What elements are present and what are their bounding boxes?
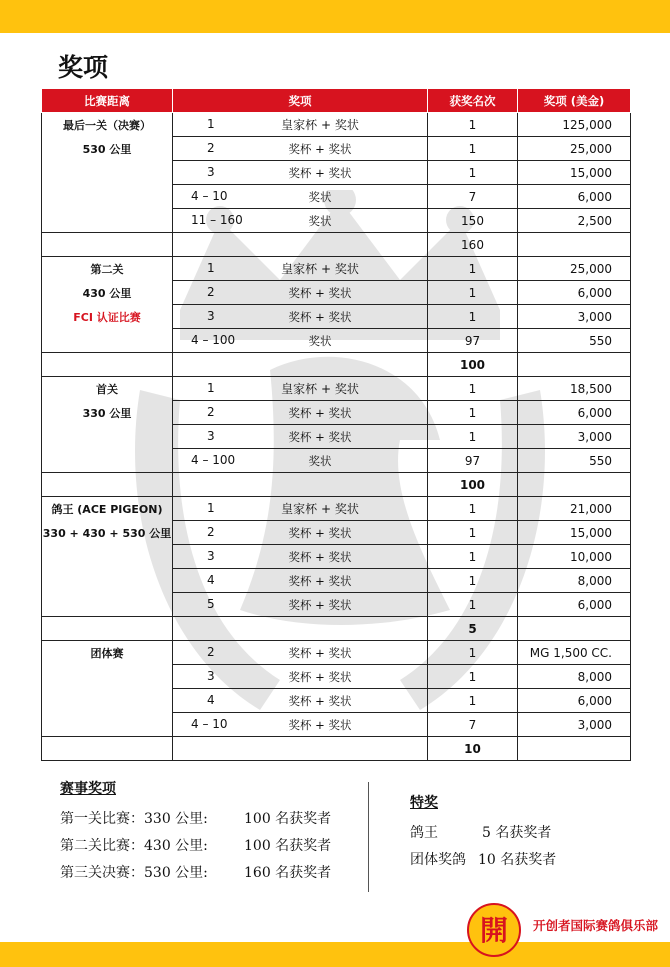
- winner-count-cell: 97: [428, 449, 518, 473]
- rank-label: 2: [207, 405, 215, 419]
- table-row: [42, 401, 631, 425]
- prize-name: 奖杯 + 奖状: [288, 717, 352, 732]
- prize-cell: [173, 185, 428, 209]
- distance-cell: 530 公里: [42, 137, 173, 161]
- club-logo-icon: [466, 902, 522, 958]
- event-awards-line: 第一关比赛：330 公里: 100 名获奖者: [60, 811, 332, 827]
- winner-count-cell: 7: [428, 713, 518, 737]
- distance-cell: 鸽王 (ACE PIGEON): [42, 497, 173, 521]
- prize-cell: [173, 137, 428, 161]
- prize-name: 皇家杯 + 奖状: [281, 382, 359, 396]
- club-logo-glyph: 開: [479, 914, 509, 947]
- page-title: 奖项: [58, 53, 109, 82]
- rank-label: 4 – 10: [191, 717, 228, 731]
- amount-cell: 15,000: [518, 161, 631, 185]
- rank-label: 4 – 10: [191, 189, 228, 203]
- table-row: [42, 233, 631, 257]
- distance-cell: 第二关: [42, 257, 173, 281]
- distance-cell: [42, 617, 173, 641]
- rank-label: 3: [207, 429, 215, 443]
- distance-cell: 首关: [42, 377, 173, 401]
- prize-cell: [173, 425, 428, 449]
- amount-cell: MG 1,500 CC.: [518, 641, 631, 665]
- table-row: [42, 569, 631, 593]
- prize-name: 奖杯 + 奖状: [288, 573, 352, 588]
- prize-name: 奖杯 + 奖状: [288, 669, 352, 684]
- prize-cell: [173, 305, 428, 329]
- prize-name: 奖状: [308, 453, 332, 468]
- winner-count-cell: 1: [428, 641, 518, 665]
- table-row: [42, 665, 631, 689]
- winner-count-cell: 1: [428, 593, 518, 617]
- rank-label: 1: [207, 381, 215, 395]
- distance-cell: [42, 161, 173, 185]
- event-awards-section: [60, 778, 331, 889]
- winner-count-cell: 1: [428, 569, 518, 593]
- prize-cell: [173, 257, 428, 281]
- distance-cell: 430 公里: [42, 281, 173, 305]
- total-count-cell: 10: [428, 737, 518, 761]
- table-row: [42, 689, 631, 713]
- prize-name: 皇家杯 + 奖状: [281, 502, 359, 516]
- rank-label: 2: [207, 525, 215, 539]
- prize-name: 奖杯 + 奖状: [288, 141, 352, 156]
- winner-count-cell: 1: [428, 377, 518, 401]
- rank-label: 2: [207, 645, 215, 659]
- table-row: [42, 113, 631, 137]
- prize-cell: [173, 233, 428, 257]
- amount-cell: 6,000: [518, 185, 631, 209]
- total-count-cell: 160: [428, 233, 518, 257]
- distance-cell: [42, 689, 173, 713]
- rank-label: 1: [207, 117, 215, 131]
- table-row: [42, 473, 631, 497]
- distance-cell: [42, 593, 173, 617]
- table-row: [42, 449, 631, 473]
- top-banner: [0, 0, 670, 33]
- amount-cell: [518, 737, 631, 761]
- amount-cell: 3,000: [518, 305, 631, 329]
- amount-cell: 2,500: [518, 209, 631, 233]
- prize-name: 皇家杯 + 奖状: [281, 118, 359, 132]
- prize-cell: [173, 641, 428, 665]
- rank-label: 2: [207, 285, 215, 299]
- prize-name: 奖杯 + 奖状: [288, 525, 352, 540]
- prize-cell: [173, 521, 428, 545]
- amount-cell: 6,000: [518, 689, 631, 713]
- prize-cell: [173, 401, 428, 425]
- prize-cell: [173, 497, 428, 521]
- amount-cell: 6,000: [518, 281, 631, 305]
- prize-cell: [173, 569, 428, 593]
- amount-cell: 8,000: [518, 569, 631, 593]
- table-row: [42, 305, 631, 329]
- prize-cell: [173, 713, 428, 737]
- distance-cell: 最后一关（决赛）: [42, 113, 173, 137]
- amount-cell: [518, 353, 631, 377]
- amount-cell: 6,000: [518, 401, 631, 425]
- table-row: [42, 377, 631, 401]
- rank-label: 1: [207, 501, 215, 515]
- total-count-cell: 100: [428, 353, 518, 377]
- table-row: [42, 737, 631, 761]
- distance-cell: [42, 737, 173, 761]
- prize-name: 奖杯 + 奖状: [288, 285, 352, 300]
- table-row: [42, 641, 631, 665]
- winner-count-cell: 1: [428, 497, 518, 521]
- winner-count-cell: 7: [428, 185, 518, 209]
- club-name: 开创者国际赛鸽俱乐部: [533, 918, 659, 933]
- winner-count-cell: 97: [428, 329, 518, 353]
- winner-count-cell: 1: [428, 521, 518, 545]
- prize-cell: [173, 737, 428, 761]
- rank-label: 4 – 100: [191, 333, 236, 347]
- winner-count-cell: 1: [428, 545, 518, 569]
- prize-name: 奖杯 + 奖状: [288, 645, 352, 660]
- prize-cell: [173, 281, 428, 305]
- table-row: [42, 713, 631, 737]
- prize-table-body: [42, 113, 631, 761]
- special-awards-section: [410, 792, 556, 876]
- amount-cell: 21,000: [518, 497, 631, 521]
- header-prize: 奖项: [173, 89, 428, 113]
- prize-cell: [173, 161, 428, 185]
- prize-name: 奖状: [308, 213, 332, 228]
- rank-label: 3: [207, 309, 215, 323]
- header-winner-count: 获奖名次: [428, 89, 518, 113]
- rank-label: 11 – 160: [191, 213, 243, 227]
- table-row: [42, 521, 631, 545]
- table-row: [42, 137, 631, 161]
- distance-cell: [42, 449, 173, 473]
- distance-cell: [42, 209, 173, 233]
- prize-cell: [173, 209, 428, 233]
- distance-cell: 330 + 430 + 530 公里: [42, 521, 173, 545]
- prize-name: 奖杯 + 奖状: [288, 165, 352, 180]
- distance-cell: [42, 473, 173, 497]
- distance-cell: [42, 545, 173, 569]
- amount-cell: 18,500: [518, 377, 631, 401]
- distance-cell: [42, 425, 173, 449]
- amount-cell: 3,000: [518, 425, 631, 449]
- rank-label: 4: [207, 693, 215, 707]
- rank-label: 3: [207, 669, 215, 683]
- prize-cell: [173, 689, 428, 713]
- winner-count-cell: 1: [428, 161, 518, 185]
- special-awards-line: 团体奖鸽 10 名获奖者: [410, 852, 557, 868]
- table-row: [42, 353, 631, 377]
- winner-count-cell: 150: [428, 209, 518, 233]
- prize-name: 奖杯 + 奖状: [288, 549, 352, 564]
- event-awards-line: 第三关决赛：530 公里: 160 名获奖者: [60, 865, 332, 881]
- winner-count-cell: 1: [428, 689, 518, 713]
- prize-cell: [173, 593, 428, 617]
- table-row: [42, 425, 631, 449]
- header-amount: 奖项 (美金): [518, 89, 631, 113]
- special-awards-title: 特奖: [410, 795, 438, 811]
- section-divider: [368, 782, 369, 892]
- total-count-cell: 5: [428, 617, 518, 641]
- prize-name: 皇家杯 + 奖状: [281, 262, 359, 276]
- amount-cell: [518, 233, 631, 257]
- winner-count-cell: 1: [428, 425, 518, 449]
- distance-cell: [42, 353, 173, 377]
- prize-name: 奖状: [308, 189, 332, 204]
- prize-name: 奖杯 + 奖状: [288, 597, 352, 612]
- table-row: [42, 593, 631, 617]
- distance-cell: [42, 185, 173, 209]
- prize-table: [41, 88, 631, 761]
- rank-label: 4: [207, 573, 215, 587]
- rank-label: 4 – 100: [191, 453, 236, 467]
- prize-cell: [173, 377, 428, 401]
- table-row: [42, 497, 631, 521]
- table-header-row: [42, 89, 631, 113]
- table-row: [42, 257, 631, 281]
- header-distance: 比赛距离: [42, 89, 173, 113]
- distance-cell: FCI 认证比赛: [42, 305, 173, 329]
- distance-cell: 团体赛: [42, 641, 173, 665]
- amount-cell: 6,000: [518, 593, 631, 617]
- prize-name: 奖杯 + 奖状: [288, 405, 352, 420]
- amount-cell: 10,000: [518, 545, 631, 569]
- bottom-banner: [0, 942, 670, 967]
- prize-name: 奖杯 + 奖状: [288, 693, 352, 708]
- winner-count-cell: 1: [428, 137, 518, 161]
- table-row: [42, 185, 631, 209]
- rank-label: 1: [207, 261, 215, 275]
- rank-label: 2: [207, 141, 215, 155]
- prize-cell: [173, 113, 428, 137]
- event-awards-title: 赛事奖项: [60, 781, 116, 797]
- prize-cell: [173, 449, 428, 473]
- table-row: [42, 617, 631, 641]
- amount-cell: [518, 617, 631, 641]
- winner-count-cell: 1: [428, 257, 518, 281]
- amount-cell: 550: [518, 449, 631, 473]
- amount-cell: 550: [518, 329, 631, 353]
- winner-count-cell: 1: [428, 113, 518, 137]
- distance-cell: [42, 569, 173, 593]
- winner-count-cell: 1: [428, 401, 518, 425]
- total-count-cell: 100: [428, 473, 518, 497]
- prize-cell: [173, 353, 428, 377]
- amount-cell: 25,000: [518, 137, 631, 161]
- rank-label: 3: [207, 549, 215, 563]
- distance-cell: [42, 233, 173, 257]
- prize-cell: [173, 473, 428, 497]
- winner-count-cell: 1: [428, 281, 518, 305]
- event-awards-line: 第二关比赛：430 公里: 100 名获奖者: [60, 838, 332, 854]
- prize-cell: [173, 665, 428, 689]
- rank-label: 5: [207, 597, 215, 611]
- distance-cell: [42, 665, 173, 689]
- table-row: [42, 161, 631, 185]
- amount-cell: [518, 473, 631, 497]
- amount-cell: 3,000: [518, 713, 631, 737]
- table-row: [42, 281, 631, 305]
- special-awards-line: 鸽王 5 名获奖者: [410, 825, 552, 841]
- distance-cell: 330 公里: [42, 401, 173, 425]
- table-row: [42, 329, 631, 353]
- prize-cell: [173, 545, 428, 569]
- prize-name: 奖杯 + 奖状: [288, 309, 352, 324]
- amount-cell: 15,000: [518, 521, 631, 545]
- rank-label: 3: [207, 165, 215, 179]
- winner-count-cell: 1: [428, 665, 518, 689]
- distance-cell: [42, 329, 173, 353]
- winner-count-cell: 1: [428, 305, 518, 329]
- amount-cell: 8,000: [518, 665, 631, 689]
- prize-cell: [173, 617, 428, 641]
- table-row: [42, 545, 631, 569]
- prize-cell: [173, 329, 428, 353]
- amount-cell: 125,000: [518, 113, 631, 137]
- amount-cell: 25,000: [518, 257, 631, 281]
- table-row: [42, 209, 631, 233]
- prize-name: 奖杯 + 奖状: [288, 429, 352, 444]
- prize-name: 奖状: [308, 333, 332, 348]
- distance-cell: [42, 713, 173, 737]
